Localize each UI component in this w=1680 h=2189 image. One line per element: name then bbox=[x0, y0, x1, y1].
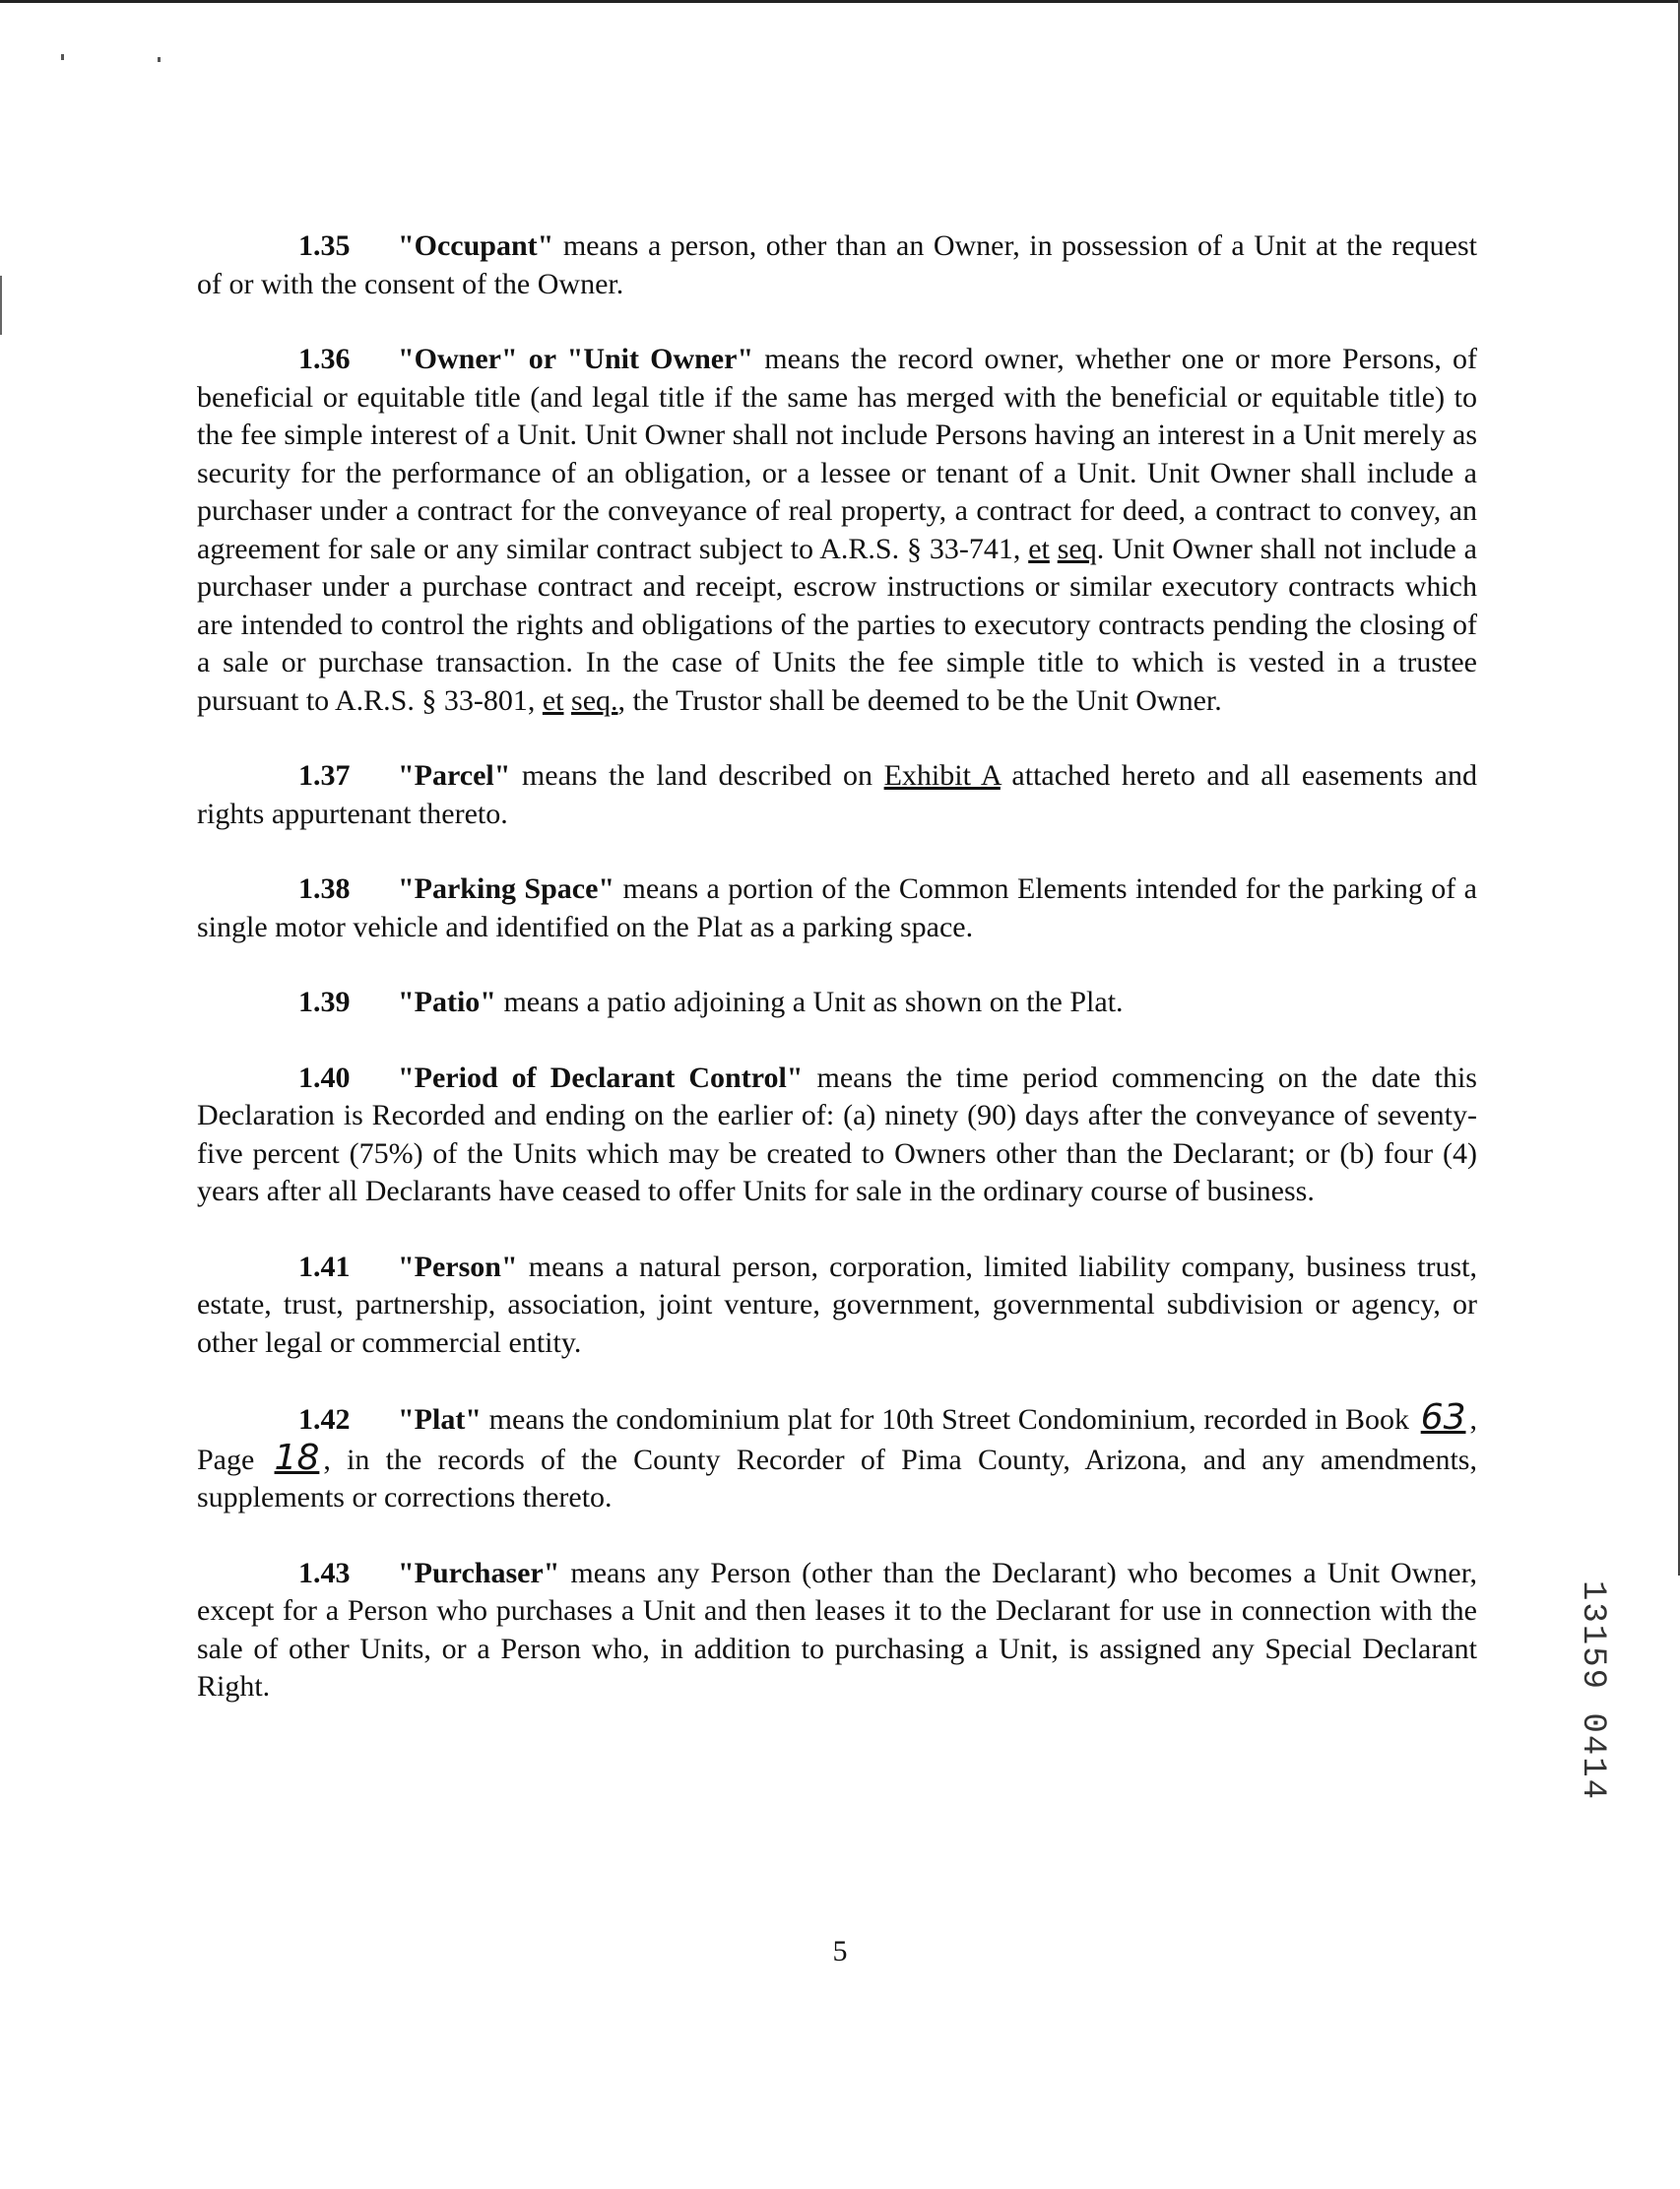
defined-term: "Person" bbox=[398, 1250, 518, 1283]
seq-underlined: seq bbox=[1057, 532, 1097, 565]
definition-text: means a patio adjoining a Unit as shown on the Plat. bbox=[495, 986, 1124, 1018]
et-underlined: et bbox=[1028, 532, 1050, 565]
section-number: 1.43 bbox=[298, 1556, 351, 1589]
definition-text: means a portion of the Common Elements intended for the parking of a single motor vehicle and identified on the Plat as a parking space. bbox=[197, 872, 1477, 943]
section-1-42 bbox=[197, 1399, 1477, 1517]
definition-text: means the condominium plat for 10th Street Condominium, recorded in Book bbox=[481, 1403, 1417, 1436]
section-number: 1.40 bbox=[298, 1061, 351, 1094]
defined-term: "Parking Space" bbox=[398, 872, 615, 905]
et-underlined: et bbox=[542, 683, 564, 717]
section-number: 1.37 bbox=[298, 759, 351, 792]
definition-text: means a person, other than an Owner, in possession of a Unit at the request of or with the consent of the Owner. bbox=[197, 229, 1477, 300]
section-number: 1.39 bbox=[298, 986, 351, 1018]
section-number: 1.38 bbox=[298, 872, 351, 905]
section-number: 1.41 bbox=[298, 1250, 351, 1283]
defined-term: "Period of Declarant Control" bbox=[398, 1061, 804, 1094]
definition-text: means any Person (other than the Declarant) who becomes a Unit Owner, except for a Person who purchases a Unit and then leases it to the Declarant for use in connection with the sale of other Units, or a Person who, in addition to purchasing a Unit, is assigned any Special Declarant Right. bbox=[197, 1556, 1477, 1703]
exhibit-a-reference: Exhibit A bbox=[883, 759, 1001, 792]
recording-stamp: 13159 0414 bbox=[1574, 1580, 1611, 1802]
section-1-43 bbox=[197, 1555, 1477, 1706]
section-1-38 bbox=[197, 870, 1477, 946]
section-1-36 bbox=[197, 341, 1477, 720]
scan-top-edge bbox=[0, 0, 1680, 3]
defined-term: "Purchaser" bbox=[398, 1556, 560, 1589]
section-1-41 bbox=[197, 1249, 1477, 1363]
document-body bbox=[197, 227, 1477, 1744]
section-number: 1.36 bbox=[298, 343, 351, 375]
section-1-40 bbox=[197, 1060, 1477, 1211]
defined-term: "Parcel" bbox=[398, 759, 511, 792]
definition-text: , in the records of the County Recorder of Pima County, Arizona, and any amendments, supplements or corrections thereto. bbox=[197, 1443, 1477, 1513]
section-1-39 bbox=[197, 984, 1477, 1022]
seq-underlined: seq. bbox=[571, 683, 618, 717]
handwritten-page-number: 18 bbox=[274, 1437, 320, 1478]
section-number: 1.42 bbox=[298, 1403, 351, 1436]
scan-speck bbox=[61, 54, 64, 60]
definition-text: , Page bbox=[197, 1403, 1477, 1476]
definition-text: , the Trustor shall be deemed to be the Unit Owner. bbox=[617, 683, 1222, 717]
scan-speck bbox=[158, 57, 161, 62]
defined-term: "Occupant" bbox=[398, 229, 554, 262]
definition-text: means the land described on bbox=[510, 759, 884, 792]
scan-left-mark bbox=[0, 276, 2, 335]
handwritten-book-number: 63 bbox=[1420, 1397, 1466, 1438]
section-1-37 bbox=[197, 757, 1477, 833]
section-number: 1.35 bbox=[298, 229, 351, 262]
defined-term: "Patio" bbox=[398, 986, 496, 1018]
definition-text: attached hereto and all easements and rights appurtenant thereto. bbox=[197, 759, 1477, 830]
definition-text: . Unit Owner shall not include a purchaser under a purchase contract and receipt, escrow instructions or similar executory contracts which are intended to control the rights and obligations of the parties to executory contracts pending the closing of a sale or purchase transaction. In the case of Units the fee simple title to which is vested in a trustee pursuant to A.R.S. § 33-801, bbox=[197, 532, 1478, 717]
definition-text: means the time period commencing on the date this Declaration is Recorded and ending on the earlier of: (a) ninety (90) days after the conveyance of seventy-five percent (75%) of the Units which may be created to Owners other than the Declarant; or (b) four (4) years after all Declarants have ceased to offer Units for sale in the ordinary course of business. bbox=[197, 1061, 1477, 1207]
definition-text: means the record owner, whether one or more Persons, of beneficial or equitable title (and legal title if the same has merged with the beneficial or equitable title) to the fee simple interest of a Unit. Unit Owner shall not include Persons having an interest in a Unit merely as security for the performance of an obligation, or a lessee or tenant of a Unit. Unit Owner shall include a purchaser under a contract for the conveyance of real property, a contract for deed, a contract to convey, an agreement for sale or any similar contract subject to A.R.S. § 33-741, bbox=[197, 343, 1478, 565]
defined-term: "Plat" bbox=[398, 1403, 482, 1436]
definition-text: means a natural person, corporation, limited liability company, business trust, estate, trust, partnership, association, joint venture, government, governmental subdivision or agency, or other legal or commercial entity. bbox=[197, 1250, 1477, 1359]
page-number: 5 bbox=[832, 1935, 848, 1967]
section-1-35 bbox=[197, 227, 1477, 303]
defined-term: "Owner" or "Unit Owner" bbox=[398, 343, 754, 375]
